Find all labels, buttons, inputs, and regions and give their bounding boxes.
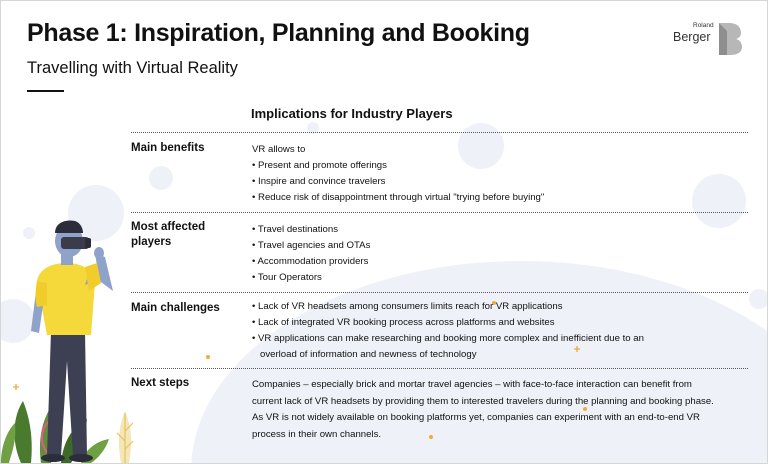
bubble-circle [1,299,35,343]
list-item: • Tour Operators [252,272,322,283]
row-body-main-benefits [252,142,544,206]
page-title: Phase 1: Inspiration, Planning and Booking [27,19,530,47]
logo-text: Berger [673,30,711,44]
accent-plus [13,384,19,390]
list-item: • Lack of integrated VR booking process across platforms and websites [252,317,555,328]
table-heading: Implications for Industry Players [251,106,453,121]
list-item: • Travel destinations [252,224,339,235]
row-divider [131,292,748,293]
row-divider [131,212,748,213]
title-underline [27,90,64,92]
bubble-circle [23,227,35,239]
row-label-next-steps: Next steps [131,377,190,389]
row-body-next-steps: Companies – especially brick and mortar travel agencies – with face-to-face interaction can benefit from current lack of VR headsets by providing them to interested travelers during the planning and booking phase. As VR is not widely available on booking platforms yet, companies can experiment with an end-to-end VR process in their own channels. [252,379,714,440]
page-subtitle: Travelling with Virtual Reality [27,59,238,77]
bubble-circle [692,174,746,228]
list-item: overload of information and newness of technology [252,349,477,360]
row-label-line: Most affected [131,221,206,233]
bubble-circle [149,166,173,190]
list-item: • VR applications can make researching and booking more complex and inefficient due to an [252,333,644,344]
list-item: • Lack of VR headsets among consumers limits reach for VR applications [252,301,563,312]
list-item: VR allows to [252,144,306,155]
list-item: • Travel agencies and OTAs [252,240,371,251]
list-item: • Inspire and convince travelers [252,176,386,187]
logo-small-text: Roland [693,22,714,29]
list-item: • Accommodation providers [252,256,369,267]
plant-illustration [1,397,133,463]
row-body-most-affected-players [252,222,370,286]
list-item: • Reduce risk of disappointment through virtual "trying before buying" [252,192,545,203]
bubble-circle [749,289,767,309]
row-label-line: players [131,236,172,248]
row-label-main-benefits: Main benefits [131,142,205,154]
accent-dot [206,355,210,359]
list-item: • Present and promote offerings [252,160,387,171]
row-body-main-challenges [252,299,644,363]
row-divider [131,132,748,133]
row-divider [131,368,748,369]
row-label-most-affected-players [131,220,205,250]
row-label-main-challenges: Main challenges [131,302,220,314]
logo-b-mark [717,21,743,57]
